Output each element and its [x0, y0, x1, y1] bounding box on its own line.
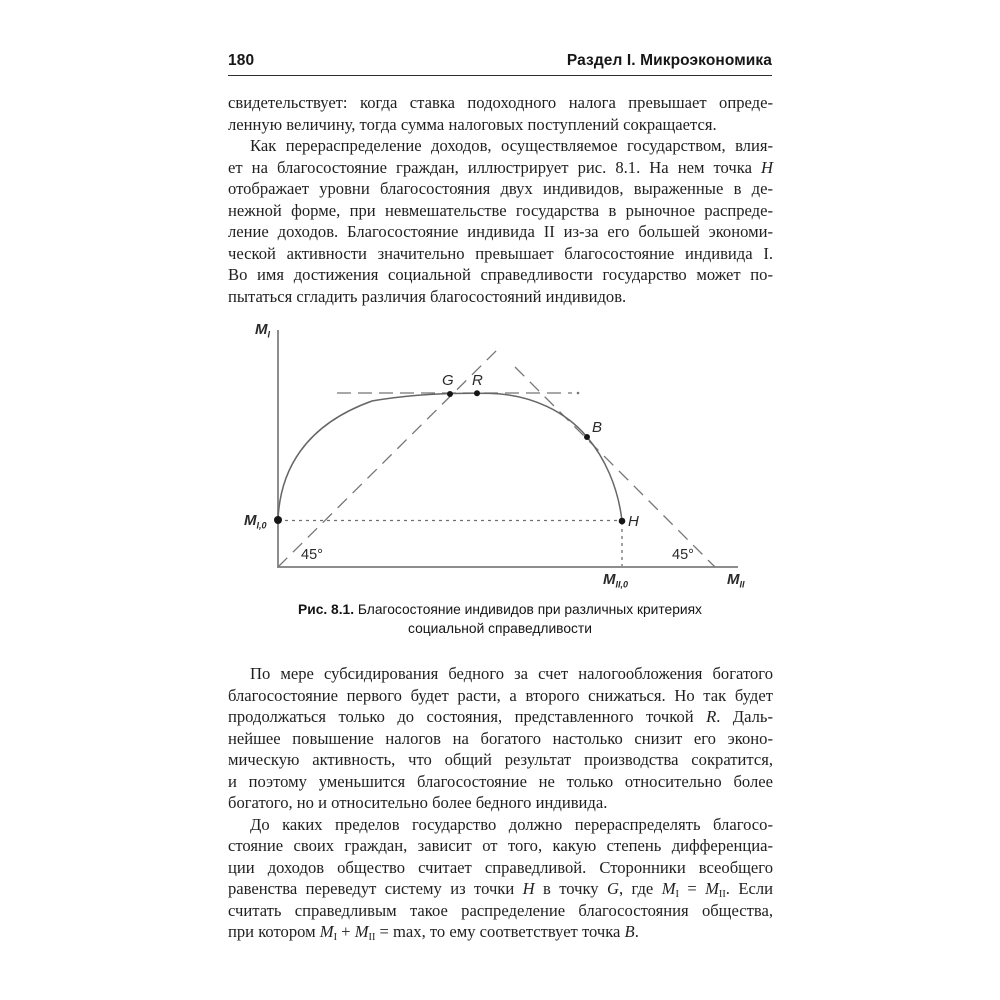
point-G-marker — [447, 391, 453, 397]
text-line: ческой активности значительно превышает благосостояние индивида I. — [228, 243, 773, 263]
text-line: ление доходов. Благосостояние индивида II из-за его большей экономи- — [228, 222, 773, 241]
point-H-label: H — [628, 513, 639, 530]
text-line: нежной форме, при невмешательстве государства в рыночное распреде- — [228, 200, 773, 220]
text-line: мическую активность, что общий результат производства сократится, — [228, 750, 773, 769]
section-title: Раздел I. Микроэкономика — [566, 52, 772, 69]
figure-caption — [228, 601, 772, 638]
figure-8-1 — [235, 322, 775, 590]
header-rule — [228, 75, 772, 76]
figure-caption-line1: Рис. 8.1. Благосостояние индивидов при различных критериях — [298, 602, 702, 617]
body-text-upper — [228, 92, 773, 307]
text-line: и поэтому уменьшится благосостояние не только относительно более — [228, 771, 773, 791]
text-line: при котором $M_I + M_{II} = \max$, то ему соответствует точка B. — [228, 922, 639, 944]
text-line: пытаться сгладить различия благосостояний индивидов. — [228, 286, 627, 306]
text-line: считать справедливым такое распределение благосостояния общества, — [228, 900, 773, 920]
point-R-marker — [474, 390, 480, 396]
body-text-lower — [228, 663, 773, 943]
text-line: Как перераспределение доходов, осуществляемое государством, влия- — [250, 136, 773, 155]
text-line: ции доходов общество считает справедливой. Сторонники всеобщего — [228, 857, 773, 877]
text-line: благосостояние первого будет расти, а второго снижаться. Но так будет — [228, 685, 773, 705]
45-degree-line-right — [515, 367, 715, 567]
text-line: богатого, но и относительно более бедного индивида. — [228, 793, 608, 812]
x0-label: $M_{II,0}$ — [603, 571, 629, 590]
45-degree-line-left — [278, 347, 500, 567]
text-line: Во имя достижения социальной справедливости государство может по- — [228, 265, 773, 284]
point-MI0-marker — [274, 516, 282, 524]
text-line: стояние своих граждан, зависит от того, какую степень дифференциа- — [228, 836, 773, 855]
y0-label: $M_{I,0}$ — [244, 512, 267, 531]
text-line: равенства переведут систему из точки H в точку G, где $M_I = M_{II}$. Если — [228, 879, 773, 901]
point-H-marker — [619, 518, 626, 525]
text-line: ет на благосостояние граждан, иллюстрирует рис. 8.1. На нем точка H — [228, 157, 773, 177]
x-axis-label: $M_{II}$ — [727, 571, 745, 590]
page-number: 180 — [228, 52, 255, 69]
y-axis-label: $M_I$ — [255, 322, 271, 340]
text-line: ленную величину, тогда сумма налоговых поступлений сокращается. — [228, 114, 717, 134]
angle-label-left: 45° — [301, 547, 323, 563]
text-line: По мере субсидирования бедного за счет налогообложения богатого — [250, 664, 773, 683]
text-line: продолжаться только до состояния, представленного точкой R. Даль- — [228, 707, 773, 726]
figure-caption-line2: социальной справедливости — [408, 620, 592, 636]
text-line: До каких пределов государство должно перераспределять благосо- — [250, 814, 773, 834]
angle-label-right: 45° — [672, 547, 694, 563]
text-line: отображает уровни благосостояния двух индивидов, выраженные в де- — [228, 179, 773, 198]
page-header — [228, 52, 772, 70]
welfare-frontier-curve — [278, 393, 622, 521]
point-G-label: G — [442, 372, 454, 389]
horizontal-tangent-end-dot — [577, 392, 580, 395]
welfare-diagram — [235, 322, 775, 590]
point-B-marker — [584, 434, 590, 440]
text-line: свидетельствует: когда ставка подоходного налога превышает опреде- — [228, 93, 773, 112]
text-line: нейшее повышение налогов на богатого настолько снизит его эконо- — [228, 728, 773, 748]
point-B-label: B — [592, 419, 603, 436]
point-R-label: R — [472, 372, 483, 389]
